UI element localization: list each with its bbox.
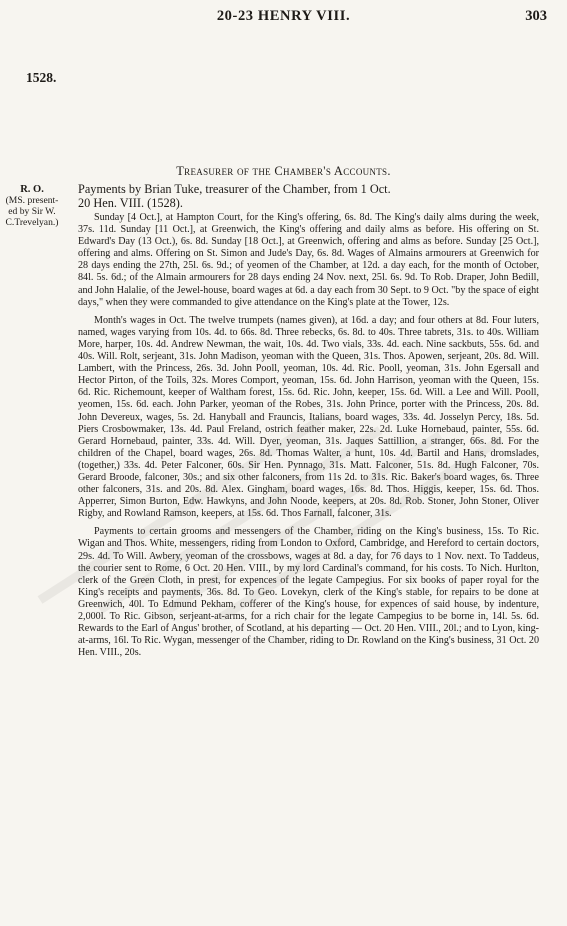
paragraph: Month's wages in Oct. The twelve trumpets (names given), at 16d. a day; and four others at 8d. Four luters, named, wages varying from 10s. 4d. to 66s. 8d. Three rebecks, 6s. 8d. to 40s. Three tabrets, 31s. to 40s. William More, harper, 10s. 4d. Andrew Newman, the wait, 10s. 4d. Two vials, 33s. 4d. each. Nine sackbuts, 55s. 6d. and 40s. Will. Rolt, serjeant, 31s. John Madison, yeoman with the Queen, 31s. Thos. Apowen, serjeant, 20s. 8d. Will. Lambert, with the Princess, 26s. 3d. John Pooll, yeoman, 10s. 4d. Ric. Pooll, yeoman, 31s. John Egersall and Hector Pirton, of the Toils, 32s. Mores Comport, yeoman, 15s. 6d. John Harrison, yeoman with the Queen, 15s. 6d. Ric. Richemount, keeper of Waltham forest, 15s. 6d. Ric. John, keeper, 15s. 6d. Will. a Lee and Will. Pooll, yeomen, 15s. 6d. each. John Parker, yeoman of the Robes, 31s. John Prince, porter with the Princess, 20s. 8d. John Devereux, wages, 5s. 2d. Hanyball and Frauncis, Italians, board wages, 33s. 4d. Josselyn Percy, 18s. 5d. Piers Crosbowmaker, 13s. 4d. Paul Freland, ostrich feather maker, 22s. 2d. Luke Hornebaud, painter, 55s. 6d. Gerard Hornebaud, painter, 33s. 4d. Will. Dyer, yeoman, 31s. Jaques Sattillion, a stranger, 66s. 8d. For the children of the Chapel, board wages, 26s. 8d. Thomas Walter, a hunt, 10s. 4d. Bartil and Hans, dromslades, (together,) 33s. 4d. Peter Falconer, 60s. Sir Hen. Pynnago, 31s. Matt. Falconer, 51s. 8d. Hugh Falconer, 70s. Gerard Broode, falconer, 30s.; and six other falconers, from 11s 2d. to 31s. Ric. Baker's board wages, 6s. Three other falconers, 31s. and 20s. 8d. Alex. Gingham, board wages, 16s. 8d. Thos. Higgis, keeper, 15s. 6d. Thos. Apperrer, Simon Burton, Edw. Hawkyns, and John Noode, keepers, at 20s. 8d. Rob. Stoner, John Stoner, Oliver Rigby, and Rowland Ramson, keepers, at 15s. 6d. Thos Farnall, falconer, 31s.	[78, 314, 539, 520]
paragraph: Payments to certain grooms and messengers of the Chamber, riding on the King's business, 15s. To Ric. Wigan and Thos. White, messengers, riding from London to Oxford, Cambridge, and Hereford to certain doctors, 29s. 4d. To Will. Awbery, yeoman of the crossbows, wages at 8d. a day, for 76 days to 1 Nov. next. To Taddeus, the courier sent to Rome, 6 Oct. 20 Hen. VIII., by my lord Cardinal's command, for his costs. To Nich. Hurlton, clerk of the Green Cloth, in prest, for expences of the legate Campegius. For six books of paper royal for the King's receipts and payments, 36s. 8d. To Geo. Lovekyn, clerk of the King's stable, for repairs to be done at Greenwich, 40l. To Edmund Pekham, cofferer of the King's house, for expences of said house, by indenture, 2,000l. To Ric. Gibson, serjeant-at-arms, for a rich chair for the legate Campegius to be borne in, 14l. 5s. 6d. Rewards to the Earl of Angus' brother, of Scotland, at his departing — Oct. 20 Hen. VIII., 20l.; and to Lyon, king-at-arms, 16l. To Ric. Wygan, messenger of the Chamber, riding to Dr. Rowland on the King's business, 31 Oct. 20 Hen. VIII., 20s.	[78, 526, 539, 659]
entry-body	[78, 212, 539, 659]
section-title: Treasurer of the Chamber's Accounts.	[176, 164, 391, 178]
margin-note	[2, 184, 62, 228]
paragraph: Sunday [4 Oct.], at Hampton Court, for the King's offering, 6s. 8d. The King's daily alms during the week, 37s. 11d. Sunday [11 Oct.], at Greenwich, the King's offering and daily alms as before. His offering on St. Edward's Day (13 Oct.), 6s. 8d. Sunday [18 Oct.], at Greenwich, offering and alms as before. Sunday [25 Oct.], offering and alms. Offering on St. Simon and Jude's Day, 6s. 8d. Wages of Almains armourers at Greenwich for 28 days ending the 27th, 25l. 6s. 9d.; of yeomen of the Chamber, at 12d. a day each, for the month of October, 84l. 5s. 6d.; of the Almain armourers for 28 days ending 24 Nov. next, 25l. 6s. 9d. To Rob. Draper, John Bedill, and John Halalie, of the Jewel-house, board wages at 6d. a day each from 30 Sept. to 9 Oct. "by the space of eight days," when they were commanded to give attendance on the King's plate at the Tower, 12s.	[78, 212, 539, 308]
entry-heading-line: Payments by Brian Tuke, treasurer of the Chamber, from 1 Oct.	[78, 182, 391, 196]
entry-heading	[78, 183, 530, 210]
margin-note-line: C.Trevelyan.)	[5, 217, 59, 228]
margin-note-line: (MS. present-	[5, 195, 59, 206]
page-number: 303	[525, 8, 547, 24]
margin-note-line: ed by Sir W.	[8, 206, 56, 217]
year-marker: 1528.	[26, 70, 57, 85]
margin-source: R. O.	[20, 184, 44, 195]
running-head-title: 20-23 HENRY VIII.	[216, 8, 351, 24]
entry-heading-line: 20 Hen. VIII. (1528).	[78, 195, 183, 210]
